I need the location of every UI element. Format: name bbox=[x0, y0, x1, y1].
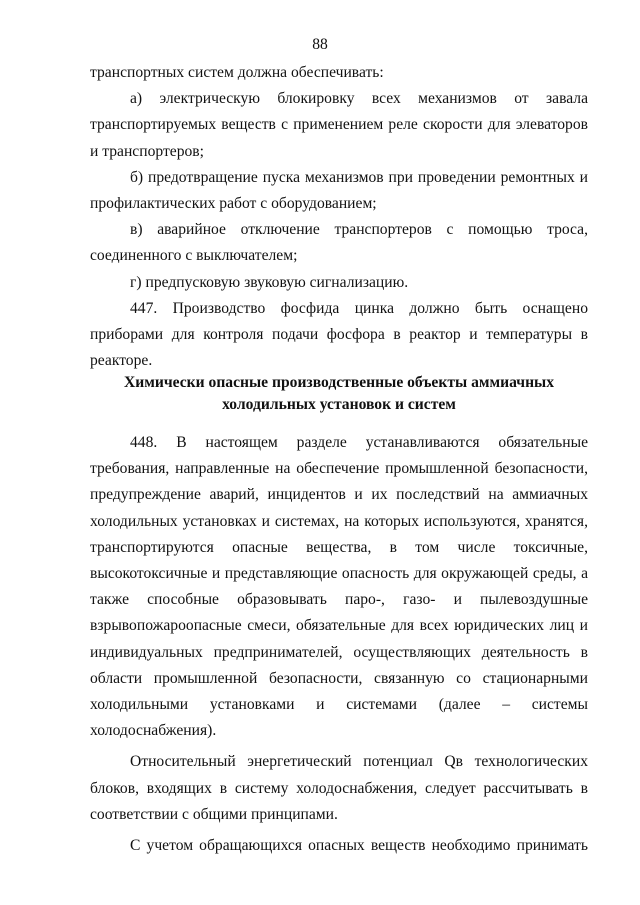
list-item-a: а) электрическую блокировку всех механизмов от завала транспортируемых веществ с применением реле скорости для элеваторов и транспортеров; bbox=[90, 90, 588, 160]
section-heading-line-1: Химически опасные производственные объекты аммиачных bbox=[123, 374, 555, 391]
paragraph-energy-potential: Относительный энергетический потенциал Qв технологических блоков, входящих в систему холодоснабжения, следует рассчитывать в соответствии с общими принципами. bbox=[90, 753, 588, 823]
list-item-g: г) предпусковую звуковую сигнализацию. bbox=[130, 273, 409, 291]
paragraph-448: 448. В настоящем разделе устанавливаются обязательные требования, направленные на обеспечение промышленной безопасности, предупреждение аварий, инцидентов и их последствий на аммиачных холодильных установках и системах, на которых используются, хранятся, транспортируются опасные вещества, в том числе токсичные, высокотоксичные и представляющие опасность для окружающей среды, а также способные образовывать паро-, газо- и пылевоздушные взрывопожароопасные смеси, обязательные для всех юридических лиц и индивидуальных предпринимателей, осуществляющих деятельность в области промышленной безопасности, связанную со стационарными холодильными установками и системами (далее – системы холодоснабжения). bbox=[90, 434, 588, 740]
body-text-bottom bbox=[90, 430, 588, 859]
paragraph-intro: транспортных систем должна обеспечивать: bbox=[90, 64, 384, 81]
paragraph-last: С учетом обращающихся опасных веществ необходимо принимать bbox=[130, 837, 588, 855]
section-heading-line-2: холодильных установок и систем bbox=[222, 396, 456, 413]
list-item-v: в) аварийное отключение транспортеров с помощью троса, соединенного с выключателем; bbox=[90, 221, 588, 265]
body-text-top bbox=[90, 60, 588, 374]
page-number: 88 bbox=[312, 36, 328, 53]
section-heading bbox=[90, 372, 588, 416]
paragraph-447: 447. Производство фосфида цинка должно быть оснащено приборами для контроля подачи фосфора в реактор и температуры в реакторе. bbox=[90, 299, 588, 370]
list-item-b: б) предотвращение пуска механизмов при проведении ремонтных и профилактических работ с оборудованием; bbox=[90, 168, 588, 213]
